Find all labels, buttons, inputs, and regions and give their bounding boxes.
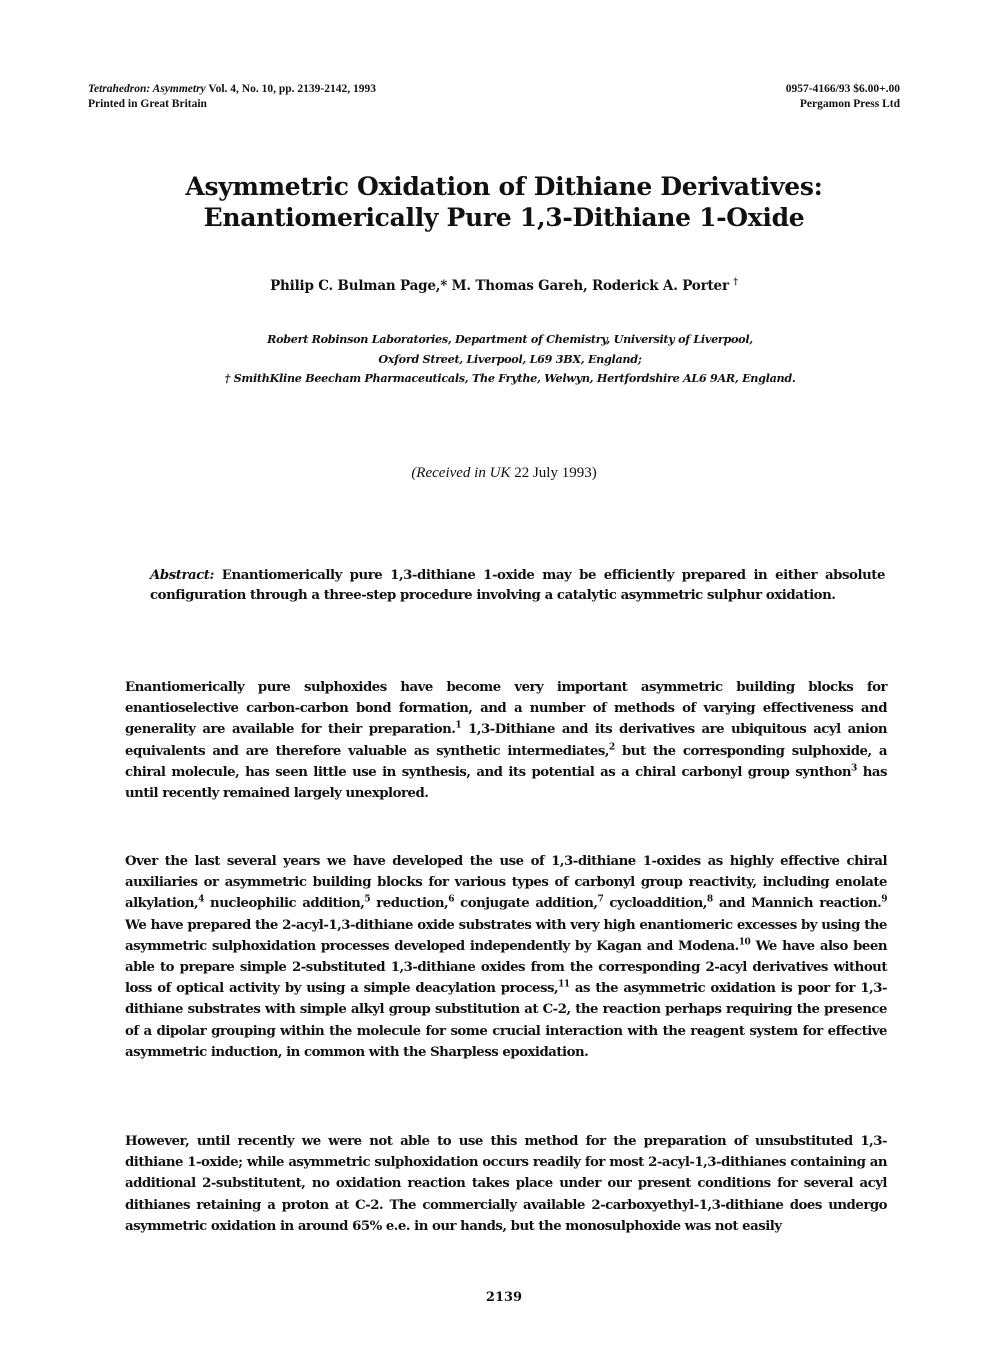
abstract-label: Abstract:: [150, 568, 214, 583]
body-paragraph-1: [125, 677, 887, 804]
author-list: [100, 278, 908, 294]
p2-text-9: as the asymmetric oxidation is poor for 1,3-dithiane substrates with simple alkyl group substitution at C-2, the reaction perhaps requiring the presence of a dipolar grouping within the molecule for some crucial interaction with the reagent system for effective asymmetric induction, in common with the Sharpless epoxidation.: [125, 981, 887, 1060]
affiliation-line-3-text: SmithKline Beecham Pharmaceuticals, The Frythe, Welwyn, Hertfordshire AL6 9AR, England.: [233, 371, 796, 385]
p1-text-3: but the corresponding sulphoxide, a chiral molecule, has seen little use in synthesis, and its potential as a chiral carbonyl group synthon: [125, 743, 887, 780]
affiliation-line-3: [100, 369, 920, 389]
received-date: [0, 465, 1008, 482]
p1-text-1: Enantiomerically pure sulphoxides have become very important asymmetric building blocks for enantioselective carbon-carbon bond formation, and a number of methods of varying effectiveness and generality are available for their preparation.: [125, 680, 887, 738]
affiliation-line-1: Robert Robinson Laboratories, Department of Chemistry, University of Liverpool,: [267, 332, 753, 346]
journal-citation-line: [88, 82, 376, 97]
p1-text-2: 1,3-Dithiane and its derivatives are ubiquitous acyl anion equivalents and are therefore valuable as synthetic intermediates,: [125, 722, 887, 759]
title-line-2: Enantiomerically Pure 1,3-Dithiane 1-Oxide: [203, 203, 805, 232]
reference-mark: 9: [881, 894, 888, 905]
journal-name: Tetrahedron: Asymmetry: [88, 83, 206, 95]
abstract-text: Enantiomerically pure 1,3-dithiane 1-oxide may be efficiently prepared in either absolute configuration through a three-step procedure involving a catalytic asymmetric sulphur oxidation.: [150, 568, 885, 603]
reference-mark: 2: [608, 742, 615, 753]
author-dagger-mark: †: [733, 277, 738, 288]
p2-text-3: reduction,: [370, 896, 449, 912]
reference-mark: 4: [198, 894, 204, 905]
printed-location: Printed in Great Britain: [88, 98, 207, 110]
author-names: Philip C. Bulman Page,* M. Thomas Gareh, Roderick A. Porter: [270, 278, 729, 294]
reference-mark: 5: [364, 894, 371, 905]
p2-text-6: and Mannich reaction.: [712, 896, 882, 912]
article-title: [120, 171, 888, 233]
reference-mark: 11: [558, 979, 570, 990]
publisher-name: Pergamon Press Ltd: [799, 98, 900, 110]
body-paragraph-2: [125, 851, 887, 1063]
journal-header-right: [786, 82, 900, 112]
reference-mark: 6: [448, 894, 454, 905]
abstract: [150, 566, 885, 606]
p2-text-1: Over the last several years we have developed the use of 1,3-dithiane 1-oxides as highly effective chiral auxiliaries or asymmetric building blocks for various types of carbonyl group reactivity, including enolate alkylation,: [125, 854, 887, 912]
p2-text-4: conjugate addition,: [453, 896, 598, 912]
p2-text-7: We have prepared the 2-acyl-1,3-dithiane oxide substrates with very high enantiomeric excesses by using the asymmetric sulphoxidation processes developed independently by Kagan and Modena.: [125, 917, 887, 954]
reference-mark: 7: [597, 894, 604, 905]
received-prefix: (Received in UK: [411, 465, 511, 481]
issn-price-code: 0957-4166/93 $6.00+.00: [785, 83, 900, 95]
page-number: 2139: [485, 1290, 523, 1305]
affiliation-dagger-mark: †: [224, 371, 231, 385]
reference-mark: 8: [706, 894, 713, 905]
affiliation-line-2: Oxford Street, Liverpool, L69 3BX, England;: [378, 351, 642, 366]
received-date-value: 22 July 1993): [510, 465, 597, 481]
p2-text-5: cycloaddition,: [603, 896, 707, 912]
p1-text-4: has until recently remained largely unexplored.: [125, 764, 887, 802]
reference-mark: 1: [455, 720, 462, 731]
reference-mark: 10: [738, 937, 751, 948]
affiliations: [100, 330, 920, 389]
reference-mark: 3: [851, 763, 857, 774]
title-line-1: Asymmetric Oxidation of Dithiane Derivatives:: [185, 172, 823, 201]
p2-text-8: We have also been able to prepare simple 2-substituted 1,3-dithiane oxides from the corresponding 2-acyl derivatives without loss of optical activity by using a simple deacylation process,: [125, 938, 888, 997]
p2-text-2: nucleophilic addition,: [203, 896, 365, 912]
citation-volume: Vol. 4, No. 10, pp. 2139-2142, 1993: [208, 83, 376, 95]
journal-header-left: [88, 82, 376, 112]
body-paragraph-3: [125, 1131, 887, 1237]
p3-text: However, until recently we were not able to use this method for the preparation of unsubstituted 1,3-dithiane 1-oxide; while asymmetric sulphoxidation occurs readily for most 2-acyl-1,3-dithianes containing an additional 2-substitutent, no oxidation reaction takes place under our present conditions for several acyl dithianes retaining a proton at C-2. The commercially available 2-carboxyethyl-1,3-dithiane does undergo asymmetric oxidation in around 65% e.e. in our hands, but the monosulphoxide was not easily: [125, 1134, 887, 1234]
